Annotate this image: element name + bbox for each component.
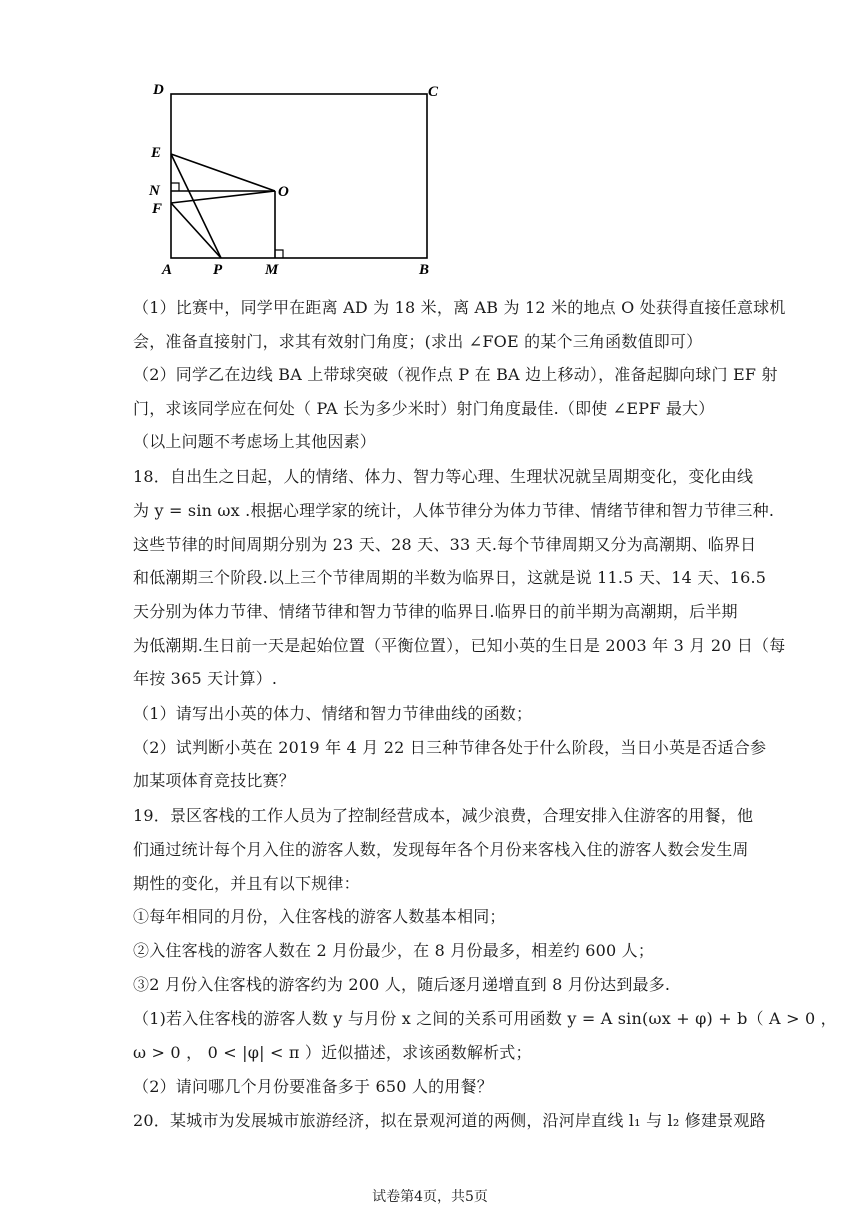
text-line-16: 19．景区客栈的工作人员为了控制经营成本，减少浪费，合理安排入住游客的用餐，他 bbox=[133, 806, 754, 825]
text-line-3: （2）同学乙在边线 BA 上带球突破（视作点 P 在 BA 边上移动），准备起脚向球门 EF 射 bbox=[133, 365, 778, 384]
text-line-19: ①每年相同的月份，入住客栈的游客人数基本相同； bbox=[133, 907, 506, 926]
label-f: F bbox=[152, 201, 163, 217]
line-fo bbox=[171, 191, 275, 203]
text-line-7: 为 y = sin ωx .根据心理学家的统计，人体节律分为体力节律、情绪节律和智力节律三种. bbox=[133, 501, 775, 520]
text-line-11: 为低潮期.生日前一天是起始位置（平衡位置），已知小英的生日是 2003 年 3 月 20 日（每 bbox=[133, 636, 786, 655]
text-line-22: （1)若入住客栈的游客人数 y 与月份 x 之间的关系可用函数 y = A sin(ωx + φ) + b（ A > 0 ， bbox=[133, 1009, 837, 1028]
text-line-14: （2）试判断小英在 2019 年 4 月 22 日三种节律各处于什么阶段，当日小英是否适合参 bbox=[133, 738, 767, 757]
line-fp bbox=[171, 203, 221, 258]
text-line-23: ω > 0 ， 0 < |φ| < π ）近似描述，求该函数解析式； bbox=[133, 1043, 532, 1062]
text-line-18: 期性的变化，并且有以下规律： bbox=[133, 874, 360, 893]
right-angle-m bbox=[275, 250, 283, 258]
text-line-15: 加某项体育竞技比赛？ bbox=[133, 771, 296, 790]
label-o: O bbox=[278, 184, 289, 200]
text-line-6: 18．自出生之日起，人的情绪、体力、智力等心理、生理状况就呈周期变化，变化由线 bbox=[133, 467, 754, 486]
page-footer: 试卷第4页，共5页 bbox=[372, 1189, 488, 1205]
label-a: A bbox=[162, 262, 173, 278]
soccer-field-diagram bbox=[146, 76, 456, 286]
label-d: D bbox=[153, 82, 164, 98]
text-line-8: 这些节律的时间周期分别为 23 天、28 天、33 天.每个节律周期又分为高潮期、临界日 bbox=[133, 535, 757, 554]
text-line-2: 会，准备直接射门，求其有效射门角度；(求出 ∠FOE 的某个三角函数值即可） bbox=[133, 332, 703, 351]
label-m: M bbox=[265, 262, 279, 278]
label-p: P bbox=[213, 262, 223, 278]
text-line-24: （2）请问哪几个月份要准备多于 650 人的用餐？ bbox=[133, 1077, 493, 1096]
text-line-13: （1）请写出小英的体力、情绪和智力节律曲线的函数； bbox=[133, 704, 533, 723]
label-e: E bbox=[151, 145, 162, 161]
text-line-21: ③2 月份入住客栈的游客约为 200 人，随后逐月递增直到 8 月份达到最多. bbox=[133, 975, 671, 994]
text-line-12: 年按 365 天计算）. bbox=[133, 669, 278, 688]
text-line-10: 天分别为体力节律、情绪节律和智力节律的临界日.临界日的前半期为高潮期，后半期 bbox=[133, 602, 738, 621]
label-c: C bbox=[428, 84, 439, 100]
text-line-20: ②入住客栈的游客人数在 2 月份最少，在 8 月份最多，相差约 600 人； bbox=[133, 941, 655, 960]
text-line-17: 们通过统计每个月入住的游客人数，发现每年各个月份来客栈入住的游客人数会发生周 bbox=[133, 840, 749, 859]
label-n: N bbox=[149, 183, 160, 199]
text-line-1: （1）比赛中，同学甲在距离 AD 为 18 米，离 AB 为 12 米的地点 O 处获得直接任意球机 bbox=[133, 298, 786, 317]
right-angle-n bbox=[171, 183, 179, 191]
text-line-4: 门，求该同学应在何处（ PA 长为多少米时）射门角度最佳.（即使 ∠EPF 最大） bbox=[133, 399, 715, 418]
label-b: B bbox=[419, 262, 430, 278]
text-line-9: 和低潮期三个阶段.以上三个节律周期的半数为临界日，这就是说 11.5 天、14 天、16.5 bbox=[133, 568, 767, 587]
text-line-25: 20．某城市为发展城市旅游经济，拟在景观河道的两侧，沿河岸直线 l₁ 与 l₂ 修建景观路 bbox=[133, 1111, 766, 1130]
text-line-5: （以上问题不考虑场上其他因素） bbox=[133, 432, 377, 451]
